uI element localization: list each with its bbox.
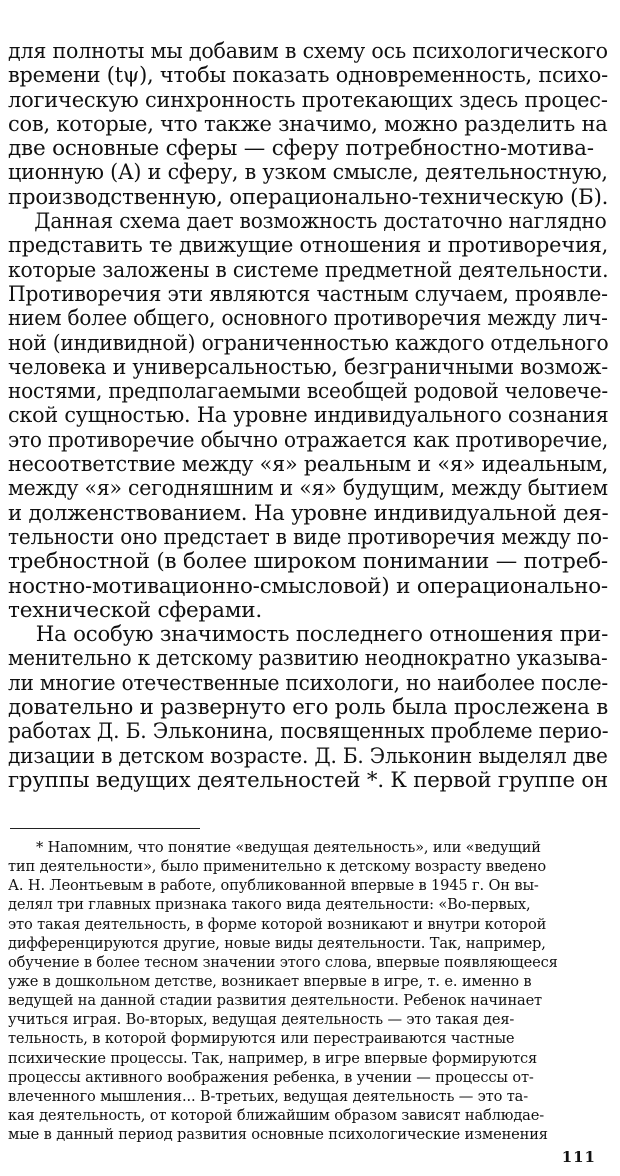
footnote-line: процессы активного воображения ребенка, в учении — процессы от-	[8, 1068, 534, 1086]
text-line: ской сущностью. На уровне индивидуального сознания	[8, 403, 609, 429]
text-line: представить те движущие отношения и противоречия,	[8, 233, 609, 259]
footnote-line: уже в дошкольном детстве, возникает впервые в игре, т. е. именно в	[8, 972, 532, 990]
text-line: Противоречия эти являются частным случаем, проявле-	[8, 281, 608, 307]
footnote-line: ведущей на данной стадии развития деятельности. Ребенок начинает	[8, 992, 542, 1010]
text-line: довательно и развернуто его роль была прослежена в	[8, 695, 608, 721]
text-line: ностями, предполагаемыми всеобщей родовой человече-	[8, 379, 608, 405]
text-line: группы ведущих деятельностей *. К первой группе он	[8, 767, 608, 793]
text-line: две основные сферы — сферу потребностно-мотива-	[8, 136, 594, 162]
text-line: нием более общего, основного противоречия между лич-	[8, 306, 608, 332]
text-line: между «я» сегодняшним и «я» будущим, между бытием	[8, 476, 608, 502]
text-line: ностно-мотивационно-смысловой) и операционально-	[8, 573, 608, 599]
text-line: и долженствованием. На уровне индивидуальной дея-	[8, 500, 609, 526]
text-line: времени (tψ), чтобы показать одновременность, психо-	[8, 63, 608, 89]
footnote-line: учиться играя. Во-вторых, ведущая деятельность — это такая дея-	[8, 1011, 515, 1029]
text-line: требностной (в более широком понимании — потреб-	[8, 549, 608, 575]
text-line: технической сферами.	[8, 597, 262, 623]
text-line: сов, которые, что также значимо, можно разделить на	[8, 111, 608, 137]
footnote-line: обучение в более тесном значении этого слова, впервые появляющееся	[8, 953, 558, 971]
page-number: 111	[561, 1148, 596, 1166]
footnote-line: тип деятельности», было применительно к детскому возрасту введено	[8, 858, 547, 876]
paragraph-start-line: Данная схема дает возможность достаточно наглядно	[34, 209, 607, 235]
text-line: дизации в детском возрасте. Д. Б. Эльконин выделял две	[8, 743, 608, 769]
footnote-line: это такая деятельность, в форме которой возникают и внутри которой	[8, 915, 547, 933]
footnote-separator	[10, 828, 200, 829]
footnote-line: кая деятельность, от которой ближайшим образом зависят наблюдае-	[8, 1106, 544, 1124]
paragraph-start-line: На особую значимость последнего отношения при-	[35, 622, 609, 648]
main-text	[8, 40, 613, 793]
footnote-line: тельность, в которой формируются или перестраиваются частные	[8, 1030, 515, 1048]
footnote-line: влеченного мышления... В-третьих, ведущая деятельность — это та-	[8, 1087, 528, 1105]
footnote-line: делял три главных признака такого вида деятельности: «Во-первых,	[8, 896, 531, 914]
footnote-line: психические процессы. Так, например, в игре впервые формируются	[8, 1049, 538, 1067]
text-line: тельности оно предстает в виде противоречия между по-	[8, 524, 609, 550]
text-line: ли многие отечественные психологи, но наиболее после-	[8, 670, 608, 696]
text-line: ной (индивидной) ограниченностью каждого отдельного	[8, 330, 609, 356]
text-line: ционную (А) и сферу, в узком смысле, деятельностную,	[8, 160, 608, 186]
text-line: несоответствие между «я» реальным и «я» идеальным,	[8, 452, 609, 478]
text-line: менительно к детскому развитию неоднократно указыва-	[8, 646, 608, 672]
text-line: работах Д. Б. Эльконина, посвященных проблеме перио-	[8, 719, 609, 745]
text-line: человека и универсальностью, безграничными возмож-	[8, 354, 608, 380]
footnote-line: * Напомним, что понятие «ведущая деятельность», или «ведущий	[36, 839, 541, 856]
footnote-line: мые в данный период развития основные психологические изменения	[8, 1126, 548, 1144]
footnote-line: А. Н. Леонтьевым в работе, опубликованной впервые в 1945 г. Он вы-	[8, 877, 539, 895]
footnote-line: дифференцируются другие, новые виды деятельности. Так, например,	[8, 934, 546, 952]
text-line: которые заложены в системе предметной деятельности.	[8, 257, 609, 283]
text-line: для полноты мы добавим в схему ось психологического	[8, 39, 608, 64]
text-line: производственную, операционально-техническую (Б).	[8, 184, 609, 210]
text-line: это противоречие обычно отражается как противоречие,	[8, 427, 609, 453]
footnote	[8, 838, 613, 1144]
text-line: логическую синхронность протекающих здесь процес-	[8, 87, 608, 113]
